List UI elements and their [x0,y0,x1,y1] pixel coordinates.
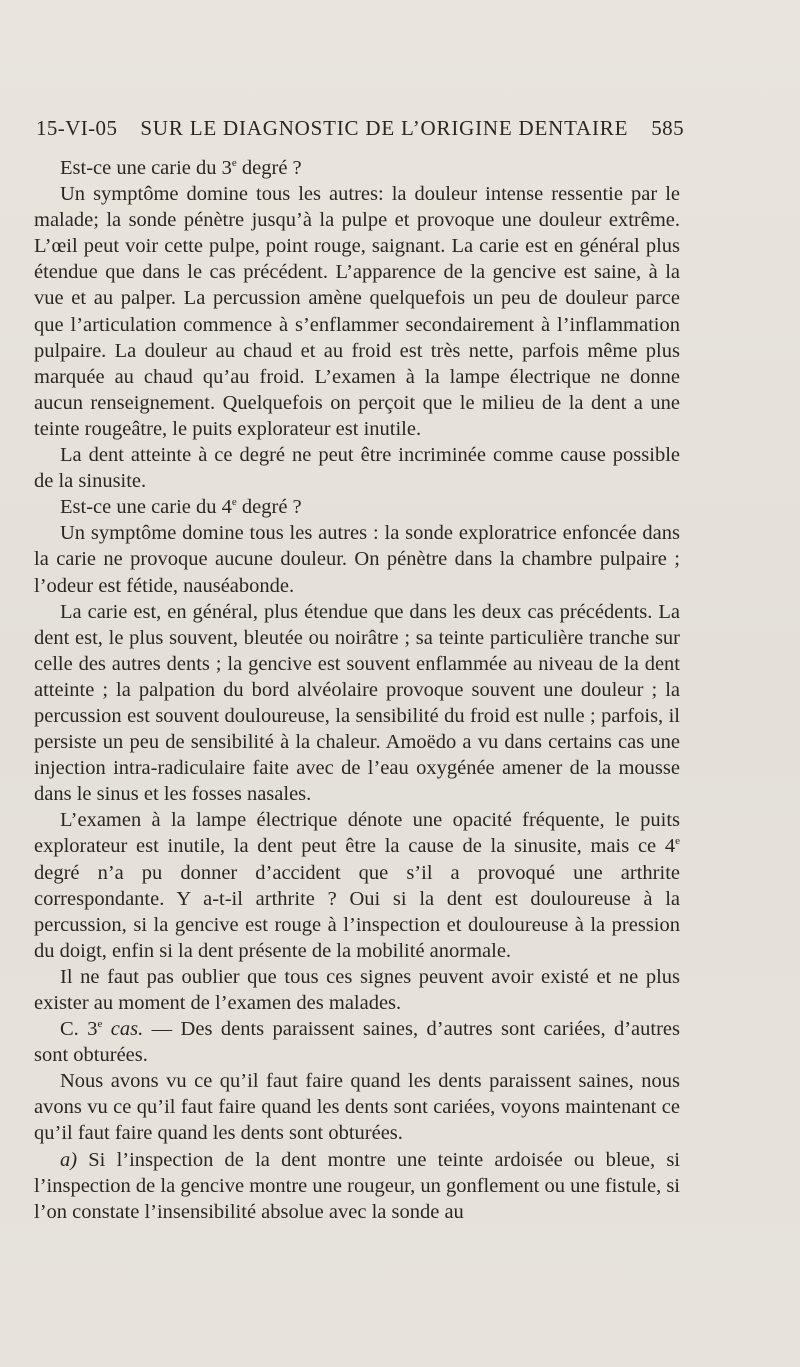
running-header [36,116,684,141]
paragraph-question-3: Est-ce une carie du 3e degré ? [60,157,302,179]
paragraph-lamp-exam: L’examen à la lampe électrique dénote une opacité fréquente, le puits explorateur est inutile, la dent peut être la cause de la sinusite, mais ce 4e degré n’a pu donner d’accident que s’il a provoqué une arthrite correspondante. Y a-t-il arthrite ? Oui si la dent est douloureuse à la percussion, si la gencive est rouge à l’inspection et douloureuse à la pression du doigt, enfin si la dent présente de la mobilité anormale. [34,809,680,962]
paragraph-case-a: a) Si l’inspection de la dent montre une teinte ardoisée ou bleue, si l’inspection de la gencive montre une rougeur, un gonflement ou une fistule, si l’on constate l’insensibilité absolue avec la sonde au [34,1148,680,1223]
paragraph-case-c: C. 3e cas. — Des dents paraissent saines, d’autres sont cariées, d’autres sont obturées. [34,1018,681,1067]
paragraph-extent-4: La carie est, en général, plus étendue que dans les deux cas précédents. La dent est, le plus souvent, bleutée ou noirâtre ; sa teinte particulière tranche sur celle des autres dents ; la gencive est souvent enflammée au niveau de la dent atteinte ; la palpation du bord alvéolaire provoque souvent une douleur ; la percussion est souvent douloureuse, la sensibilité du froid est nulle ; parfois, il persiste un peu de sensibilité à la chaleur. Amoëdo a vu dans certains cas une injection intra-radiculaire faite avec de l’eau oxygénée amener de la mousse dans le sinus et les fosses nasales. [34,600,680,806]
paragraph-symptom-4: Un symptôme domine tous les autres : la sonde exploratrice enfoncée dans la carie ne provoque aucune douleur. On pénètre dans la chambre pulpaire ; l’odeur est fétide, nauséabonde. [34,522,680,597]
header-title: SUR LE DIAGNOSTIC DE L’ORIGINE DENTAIRE [140,116,629,140]
header-date: 15-VI-05 [36,116,118,140]
paragraph-question-4: Est-ce une carie du 4e degré ? [60,496,302,519]
paragraph-conclusion-3: La dent atteinte à ce degré ne peut être incriminée comme cause possible de la sinusite. [34,444,680,493]
page-number: 585 [651,116,684,140]
paragraph-symptom-3: Un symptôme domine tous les autres: la douleur intense ressentie par le malade; la sonde pénètre jusqu’à la pulpe et provoque une douleur extrême. L’œil peut voir cette pulpe, point rouge, saignant. La carie est en général plus étendue que dans le cas précédent. L’apparence de la gencive est saine, à la vue et au palper. La percussion amène quelquefois un peu de douleur parce que l’articulation commence à s’enflammer secondairement à l’inflammation pulpaire. La douleur au chaud et au froid est très nette, parfois même plus marquée au chaud qu’au froid. L’examen à la lampe électrique ne donne aucun renseignement. Quelquefois on perçoit que le milieu de la dent a une teinte rougeâtre, le puits explorateur est inutile. [34,183,680,440]
paragraph-summary: Nous avons vu ce qu’il faut faire quand les dents paraissent saines, nous avons vu ce qu’il faut faire quand les dents sont cariées, voyons maintenant ce qu’il faut faire quand les dents sont obturées. [34,1070,680,1145]
body-text [34,155,680,1225]
paragraph-reminder: Il ne faut pas oublier que tous ces signes peuvent avoir existé et ne plus exister au moment de l’examen des malades. [34,965,680,1014]
